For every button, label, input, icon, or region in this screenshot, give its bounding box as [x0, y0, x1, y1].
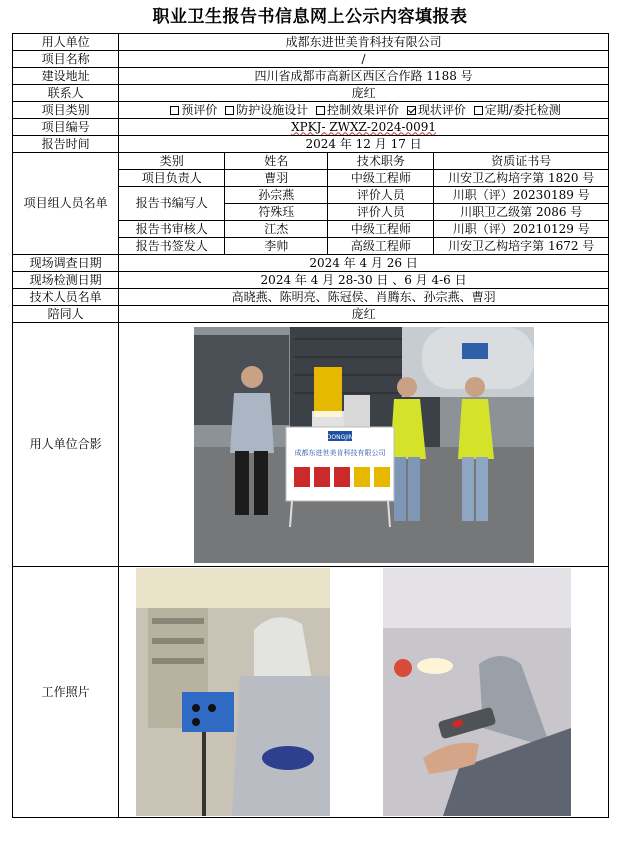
project-name-label: 项目名称 [13, 51, 119, 68]
team-role: 报告书编写人 [119, 187, 225, 221]
category-option[interactable]: 控制效果评价 [312, 103, 399, 117]
row-detect [13, 272, 609, 289]
contact-label: 联系人 [13, 85, 119, 102]
detect-value: 2024 年 4 月 28-30 日 、6 月 4-6 日 [119, 272, 609, 289]
checkbox-checked-icon[interactable] [407, 106, 416, 115]
team-header: 姓名 [225, 153, 328, 170]
row-project-name [13, 51, 609, 68]
team-role: 报告书签发人 [119, 238, 225, 255]
sign-brand: DONGJIN [326, 433, 353, 441]
page-title: 职业卫生报告书信息网上公示内容填报表 [152, 7, 468, 27]
category-options [119, 102, 609, 119]
survey-value: 2024 年 4 月 26 日 [119, 255, 609, 272]
row-category [13, 102, 609, 119]
code-value: XPKJ- ZWXZ-2024-0091 [119, 119, 609, 136]
team-cert: 川安卫乙构培字第 1672 号 [434, 238, 609, 255]
team-header: 资质证书号 [434, 153, 609, 170]
team-title: 评价人员 [328, 204, 434, 221]
date-value: 2024 年 12 月 17 日 [119, 136, 609, 153]
work-photo-1 [136, 568, 330, 816]
category-option[interactable]: 防护设施设计 [221, 103, 308, 117]
row-survey [13, 255, 609, 272]
group-photo-label: 用人单位合影 [13, 323, 119, 567]
escort-value: 庞红 [119, 306, 609, 323]
detect-label: 现场检测日期 [13, 272, 119, 289]
address-value: 四川省成都市高新区西区合作路 1188 号 [119, 68, 609, 85]
team-header: 技术职务 [328, 153, 434, 170]
team-header-row [13, 153, 609, 170]
work-photo-label: 工作照片 [13, 567, 119, 818]
row-escort [13, 306, 609, 323]
team-title: 中级工程师 [328, 221, 434, 238]
survey-label: 现场调查日期 [13, 255, 119, 272]
row-employer [13, 34, 609, 51]
team-title: 高级工程师 [328, 238, 434, 255]
team-cert: 川职（评）20210129 号 [434, 221, 609, 238]
category-option[interactable]: 定期/委托检测 [470, 103, 561, 117]
row-address [13, 68, 609, 85]
team-name: 江杰 [225, 221, 328, 238]
checkbox-icon[interactable] [225, 106, 234, 115]
info-table [12, 33, 609, 818]
team-name: 曹羽 [225, 170, 328, 187]
row-date [13, 136, 609, 153]
team-title: 评价人员 [328, 187, 434, 204]
tech-label: 技术人员名单 [13, 289, 119, 306]
project-name-value: / [119, 51, 609, 68]
team-cert: 川安卫乙构培字第 1820 号 [434, 170, 609, 187]
team-label: 项目组人员名单 [13, 153, 119, 255]
work-photo-cell [119, 567, 609, 818]
tech-value: 高晓燕、陈明亮、陈冠侯、肖腾东、孙宗燕、曹羽 [119, 289, 609, 306]
team-header: 类别 [119, 153, 225, 170]
employer-label: 用人单位 [13, 34, 119, 51]
contact-value: 庞红 [119, 85, 609, 102]
address-label: 建设地址 [13, 68, 119, 85]
row-contact [13, 85, 609, 102]
category-option[interactable]: 预评价 [166, 103, 217, 117]
team-cert: 川职卫乙级第 2086 号 [434, 204, 609, 221]
group-photo [194, 327, 534, 563]
checkbox-icon[interactable] [474, 106, 483, 115]
sign-company: 成都东进世美肯科技有限公司 [294, 448, 386, 457]
team-cert: 川职（评）20230189 号 [434, 187, 609, 204]
group-photo-cell [119, 323, 609, 567]
row-tech [13, 289, 609, 306]
row-group-photo [13, 323, 609, 567]
escort-label: 陪同人 [13, 306, 119, 323]
team-title: 中级工程师 [328, 170, 434, 187]
category-option[interactable]: 现状评价 [403, 103, 466, 117]
row-work-photos [13, 567, 609, 818]
employer-value: 成都东进世美肯科技有限公司 [119, 34, 609, 51]
category-label: 项目类别 [13, 102, 119, 119]
team-name: 符殊珏 [225, 204, 328, 221]
date-label: 报告时间 [13, 136, 119, 153]
code-label: 项目编号 [13, 119, 119, 136]
work-photo-2 [383, 568, 571, 816]
team-name: 孙宗燕 [225, 187, 328, 204]
checkbox-icon[interactable] [316, 106, 325, 115]
checkbox-icon[interactable] [170, 106, 179, 115]
team-name: 李帅 [225, 238, 328, 255]
team-role: 项目负责人 [119, 170, 225, 187]
row-code [13, 119, 609, 136]
team-role: 报告书审核人 [119, 221, 225, 238]
